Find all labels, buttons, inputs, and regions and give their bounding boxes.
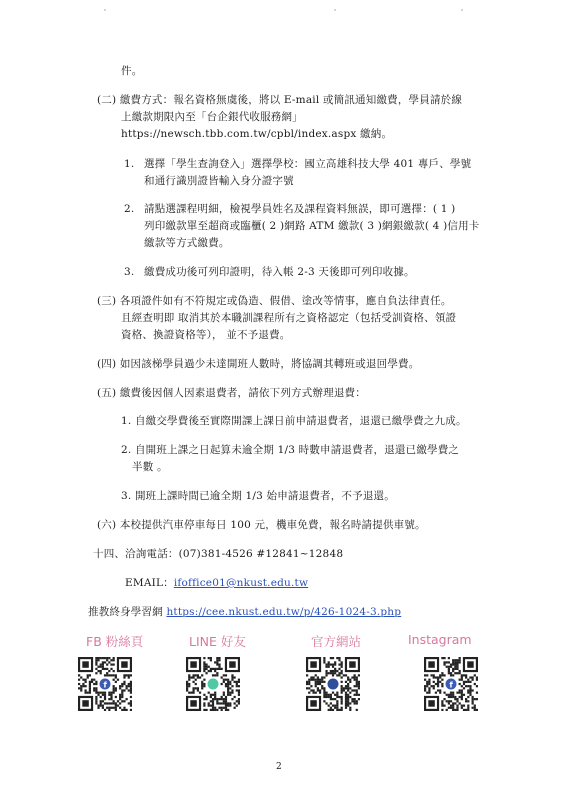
scan-speck bbox=[104, 9, 106, 11]
email-link[interactable]: ifoffice01@nkust.edu.tw bbox=[173, 577, 309, 589]
step-2-text: 列印繳款單至超商或臨櫃( 2 )網路 ATM 繳款( 3 )網銀繳款( 4 )信用卡 bbox=[144, 220, 480, 232]
documents-clause: (三) 各項證件如有不符規定或偽造、假借、塗改等情事，應自負法律責任。 bbox=[97, 295, 452, 307]
documents-clause: 且經查明即 取消其於本職訓課程所有之資格認定（包括受訓資格、領證 bbox=[121, 312, 457, 324]
scan-speck bbox=[461, 9, 463, 11]
refund-rule-1: 1. 自繳交學費後至實際開課上課日前申請退費者，退還已繳學費之九成。 bbox=[121, 415, 467, 427]
page-number: 2 bbox=[276, 762, 282, 772]
step-number: 3. bbox=[124, 266, 135, 278]
step-1-text: 和通行識別證皆輸入身分證字號 bbox=[144, 175, 294, 187]
refund-rule-2: 半數 。 bbox=[132, 461, 168, 473]
facebook-glyph: f bbox=[103, 680, 107, 690]
email-label: EMAIL： bbox=[125, 577, 174, 589]
line-qr-code[interactable] bbox=[186, 657, 240, 711]
scan-speck bbox=[334, 9, 336, 11]
refund-heading: (五) 繳費後因個人因素退費者，請依下列方式辦理退費： bbox=[97, 387, 366, 399]
step-3-text: 繳費成功後可列印證明，待入帳 2-3 天後即可列印收據。 bbox=[144, 266, 415, 278]
recommend-link[interactable]: https://cee.nkust.edu.tw/p/426-1024-3.php bbox=[166, 606, 402, 618]
email-line bbox=[125, 576, 308, 590]
payment-url: https://newsch.tbb.com.tw/cpbl/index.aspx 繳納。 bbox=[121, 128, 393, 140]
payment-method-heading: (二) 繳費方式：報名資格無虞後，將以 E-mail 或簡訊通知繳費，學員請於線 bbox=[97, 94, 463, 106]
step-number: 1. bbox=[124, 158, 135, 170]
step-number: 2. bbox=[124, 203, 135, 215]
fb-qr-code[interactable] bbox=[78, 657, 132, 711]
official-site-label[interactable]: 官方網站 bbox=[311, 634, 362, 649]
refund-rule-2: 2. 自開班上課之日起算未逾全期 1/3 時數申請退費者，退還已繳學費之 bbox=[121, 444, 460, 456]
facebook-glyph: f bbox=[449, 680, 453, 690]
line-friend-label[interactable]: LINE 好友 bbox=[189, 634, 246, 649]
parking-clause: (六) 本校提供汽車停車每日 100 元，機車免費，報名時請提供車號。 bbox=[97, 519, 426, 531]
step-2-text: 請點選課程明細，檢視學員姓名及課程資料無誤，即可選擇：( 1 ) bbox=[144, 203, 456, 215]
instagram-label[interactable]: Instagram bbox=[408, 632, 472, 647]
recommend-line bbox=[88, 605, 401, 619]
fb-fanpage-label[interactable]: FB 粉絲頁 bbox=[86, 634, 144, 649]
contact-phone: 十四、洽詢電話：(07)381-4526 #12841~12848 bbox=[93, 548, 344, 560]
refund-rule-3: 3. 開班上課時間已逾全期 1/3 始申請退費者，不予退還。 bbox=[121, 490, 395, 502]
class-cancel-clause: (四) 如因該梯學員過少未達開班人數時，將協調其轉班或退回學費。 bbox=[97, 358, 420, 370]
documents-clause: 資格、換證資格等）， 並不予退費。 bbox=[121, 329, 291, 341]
step-2-text: 繳款等方式繳費。 bbox=[144, 237, 230, 249]
step-1-text: 選擇「學生查詢登入」選擇學校：國立高雄科技大學 401 專戶、學號 bbox=[144, 158, 472, 170]
instagram-qr-code[interactable] bbox=[424, 657, 478, 711]
continued-text: 件。 bbox=[121, 65, 143, 77]
line-dot-icon bbox=[208, 679, 219, 690]
school-logo-icon bbox=[328, 679, 339, 690]
payment-method-text: 上繳款期限內至「台企銀代收服務網」 bbox=[121, 111, 303, 123]
recommend-label: 推教終身學習網 bbox=[88, 606, 163, 618]
website-qr-code[interactable] bbox=[306, 657, 360, 711]
